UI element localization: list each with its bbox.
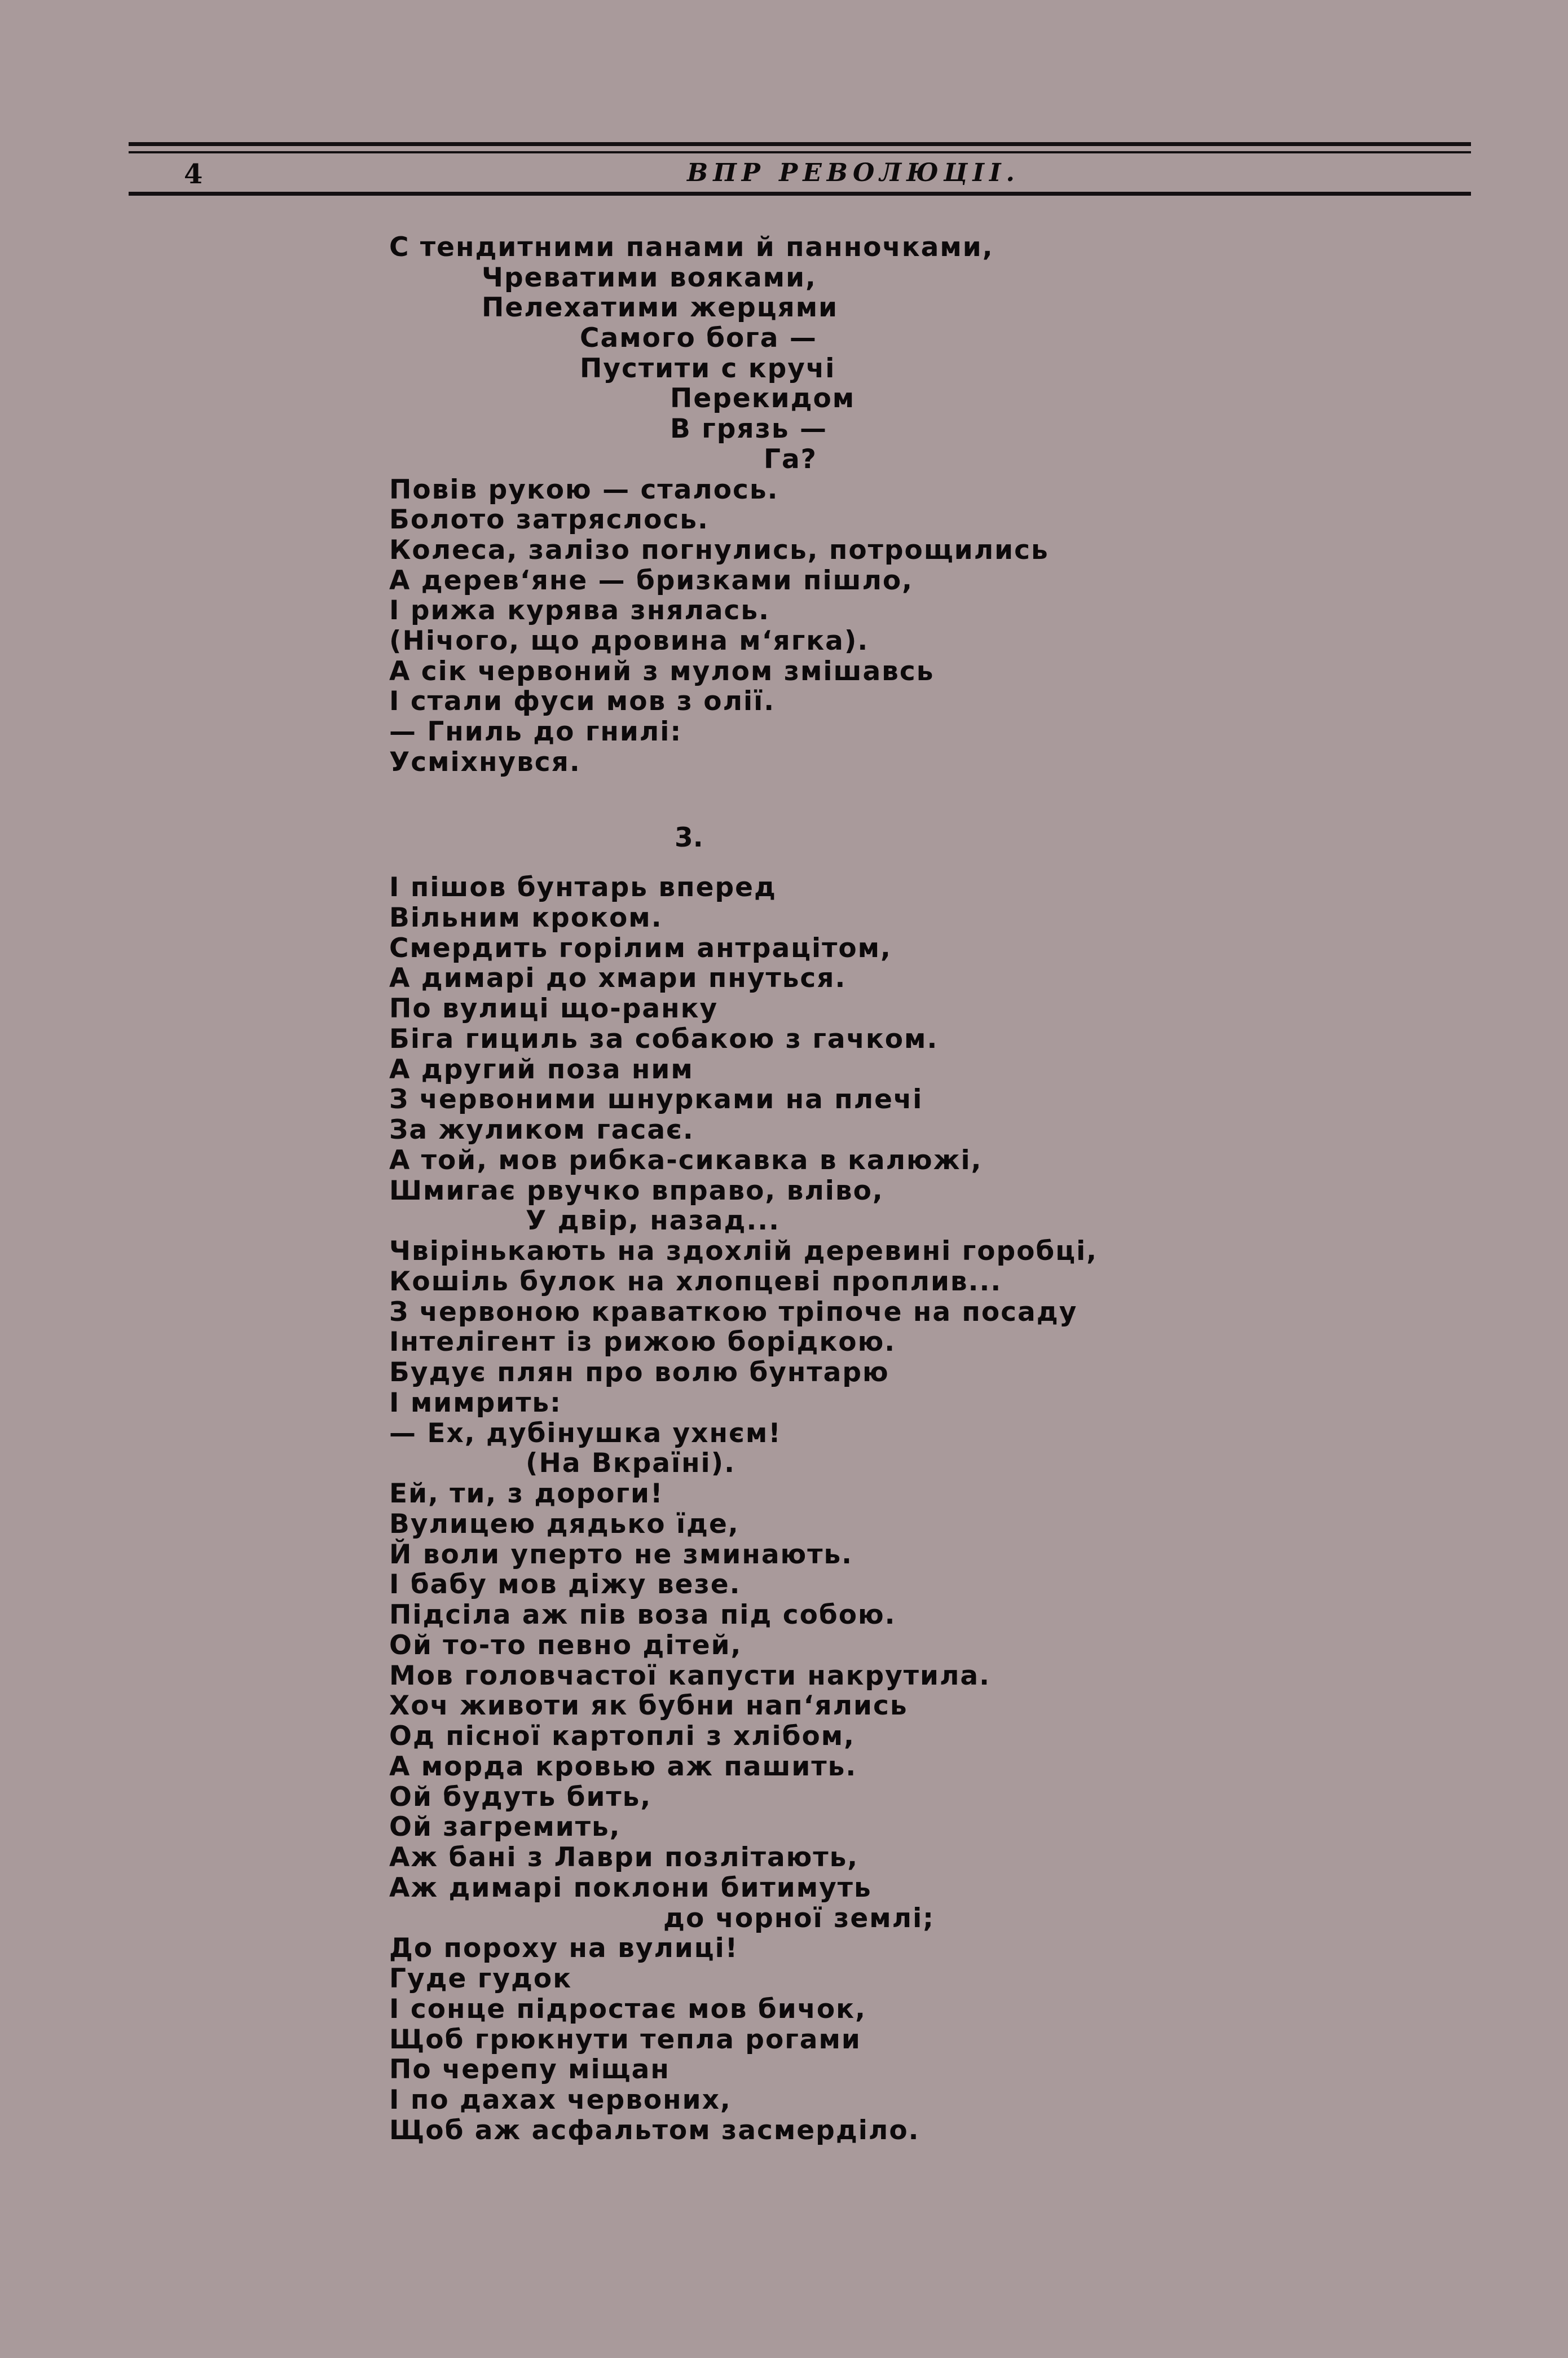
poem-line: І мимрить: [389,1387,562,1418]
section-number: 3. [675,822,703,853]
running-head: ВПР РЕВОЛЮЦІІ. [687,158,1020,187]
poem-line: Колеса, залізо погнулись, потрощились [389,534,1049,566]
poem-line: С тендитними панами й панночками, [389,232,994,263]
header-rule-top [129,142,1471,146]
poem-line: — Гниль до гнилі: [389,716,682,747]
poem-line: Вулицею дядько їде, [389,1508,739,1540]
poem-line: І стали фуси мов з олії. [389,686,776,717]
poem-line: А той, мов рибка-сикавка в калюжі, [389,1144,983,1176]
poem-line: А морда кровью аж пашить. [389,1751,857,1782]
poem-line: Смердить горілим антрацітом, [389,932,892,964]
poem-line: Інтелігент із рижою борідкою. [389,1326,896,1358]
poem-line: Болото затряслось. [389,504,709,536]
poem-line: Будує плян про волю бунтарю [389,1357,889,1388]
poem-line: А дерев‘яне — бризками пішло, [389,565,914,596]
poem-line: Біга гициль за собакою з гачком. [389,1023,939,1055]
poem-line: І по дахах червоних, [389,2084,732,2115]
poem-line: Ой загремить, [389,1812,621,1843]
poem-line: Щоб грюкнути тепла рогами [389,2024,861,2055]
poem-stanza-1 [389,232,1438,777]
poem-line: Чреватими вояками, [482,262,817,293]
poem-line: До пороху на вулиці! [389,1933,739,1964]
poem-line: Аж димарі поклони битимуть [389,1872,872,1903]
poem-line: Вільним кроком. [389,902,663,933]
poem-line: Й воли уперто не зминають. [389,1539,853,1570]
poem-line: Щоб аж асфальтом засмерділо. [389,2114,920,2146]
poem-line: І сонце підростає мов бичок, [389,1993,866,2025]
poem-line: Чвірінькають на здохлій деревині горобці, [389,1236,1098,1267]
poem-line: І пішов бунтарь вперед [389,872,777,903]
poem-line: до чорної землі; [663,1902,935,1934]
poem-line: З червоними шнурками на плечі [389,1084,923,1116]
header-rule-thin [129,151,1471,153]
poem-line: Підсіла аж пів воза під собою. [389,1599,896,1630]
poem-line: (Нічого, що дровина м‘ягка). [389,625,869,656]
poem-line: (На Вкраїні). [526,1448,736,1479]
poem-line: Повів рукою — сталось. [389,474,779,505]
poem-line: Мов головчастої капусти накрутила. [389,1660,990,1691]
poem-line: Гуде гудок [389,1963,572,1994]
poem-line: В грязь — [670,413,827,445]
poem-line: У двір, назад... [526,1205,781,1237]
poem-line: З червоною краваткою тріпоче на посаду [389,1296,1078,1328]
poem-line: Пелехатими жерцями [482,292,839,324]
poem-stanza-2 [389,872,1438,2146]
poem-line: І бабу мов діжу везе. [389,1569,741,1601]
poem-line: Ей, ти, з дороги! [389,1478,664,1509]
poem-line: Шмигає рвучко вправо, вліво, [389,1175,884,1206]
poem-line: Хоч животи як бубни нап‘ялись [389,1690,908,1722]
poem-line: Самого бога — [580,323,817,354]
poem-line: — Ех, дубінушка ухнєм! [389,1417,782,1449]
poem-line: А димарі до хмари пнуться. [389,963,847,994]
poem-line: І рижа курява знялась. [389,595,770,627]
poem-line: Ой будуть бить, [389,1781,652,1813]
poem-line: По черепу міщан [389,2054,670,2086]
poem-line: Аж бані з Лаври позлітають, [389,1842,859,1873]
page-number: 4 [184,158,203,190]
poem-line: За жуликом гасає. [389,1114,694,1145]
poem-line: Пустити с кручі [580,352,836,384]
poem-line: А другий поза ним [389,1054,694,1085]
poem-line: Ой то-то певно дітей, [389,1629,742,1661]
header-rule-bottom [129,192,1471,196]
poem-line: Усміхнувся. [389,746,581,778]
poem-line: Од пісної картоплі з хлібом, [389,1721,856,1752]
poem-line: Перекидом [670,383,856,415]
poem-line: А сік червоний з мулом змішавсь [389,655,935,687]
poem-line: Кошіль булок на хлопцеві проплив... [389,1266,1002,1297]
poem-line: Га? [764,443,817,475]
poem-line: По вулиці що-ранку [389,993,719,1024]
